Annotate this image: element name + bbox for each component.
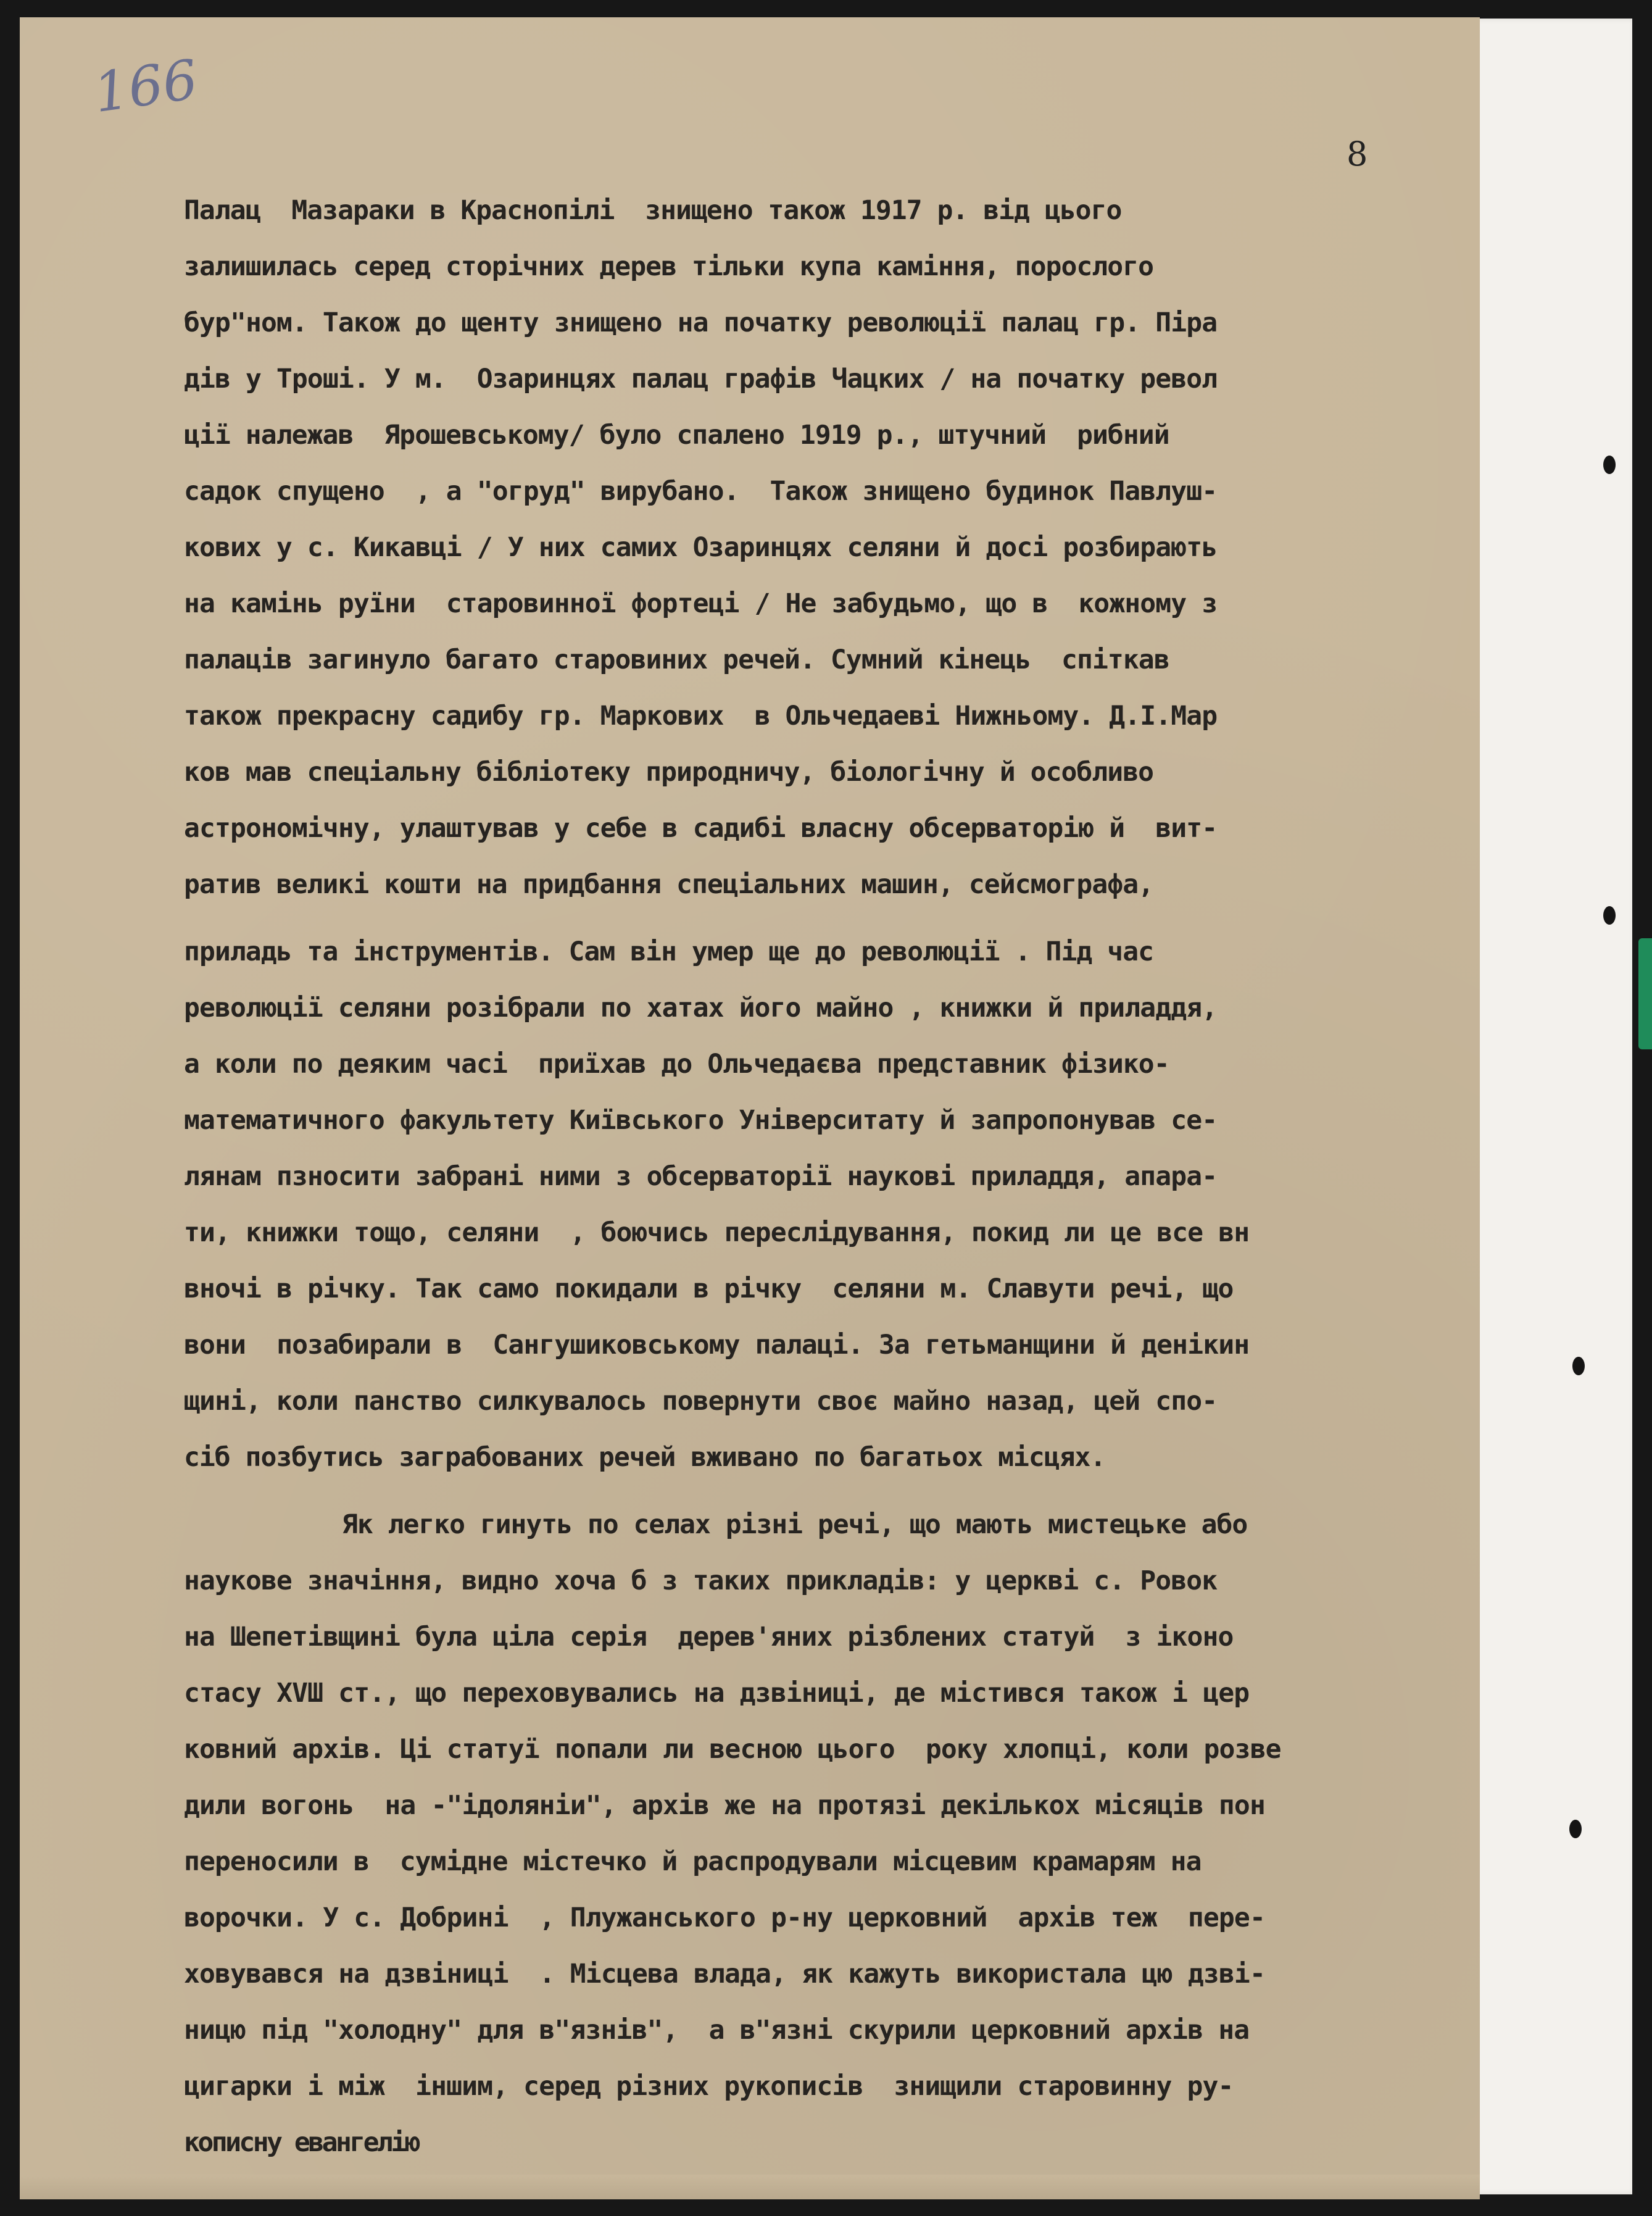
handwritten-folio-number: 166 [89,47,202,125]
text-line: на камінь руїни старовинної фортеці / Не забудьмо, що в кожному з [184,588,1218,619]
green-folder-tab [1638,938,1652,1049]
binder-hole [1572,1357,1585,1375]
binder-hole [1603,906,1616,925]
text-line: ховувався на дзвіниці . Місцева влада, як кажуть використала цю дзві- [184,1959,1265,1989]
text-line: щині, коли панство силкувалось повернути своє майно назад, цей спо- [184,1386,1218,1417]
text-line: ковний архів. Ці статуї попали ли весною цього року хлопці, коли розве [184,1734,1281,1765]
text-line: стасу XVШ ст., що переховувались на дзвіниці, де містився також і цер [184,1678,1250,1709]
binder-hole [1569,1820,1582,1838]
text-line: кописну евангелію [184,2127,419,2158]
binder-hole [1603,456,1616,474]
page-number: 8 [1347,135,1368,173]
text-line: на Шепетівщині була ціла серія дерев'яних різблених статуй з іконо [184,1622,1234,1652]
text-line: ції належав Ярошевському/ було спалено 1919 р., штучний рибний [184,420,1169,451]
text-line: ратив великі кошти на придбання спеціальних машин, сейсмографа, [184,869,1154,900]
typewritten-page [20,17,1480,2199]
text-line: також прекрасну садибу гр. Маркових в Ольчедаеві Нижньому. Д.І.Мар [184,701,1218,731]
text-line: дили вогонь на -"ідоляніи", архів же на протязі декількох місяців пон [184,1790,1265,1821]
underlying-white-sheet [1469,19,1632,2194]
page-bottom-edge [20,2175,1480,2199]
text-line: переносили в сумідне містечко й распродували місцевим крамарям на [184,1846,1202,1877]
text-line: кових у с. Кикавці / У них самих Озаринцях селяни й досі розбирають [184,532,1218,563]
text-line: палаців загинуло багато старовиних речей. Сумний кінець спіткав [184,644,1169,675]
text-line: садок спущено , а "огруд" вирубано. Також знищено будинок Павлуш- [184,476,1218,507]
text-line: ворочки. У с. Добрині , Плужанського р-ну церковний архів теж пере- [184,1902,1265,1933]
text-line: цигарки і між іншим, серед різних рукописів знищили старовинну ру- [184,2071,1234,2102]
text-line: революції селяни розібрали по хатах його майно , книжки й приладдя, [184,993,1218,1023]
text-line: Палац Мазараки в Краснопілі знищено також 1917 р. від цього [184,195,1122,226]
text-line: сіб позбутись заграбованих речей вживано по багатьох місцях. [184,1442,1106,1473]
text-line: приладь та інструментів. Сам він умер ще до революції . Під час [184,936,1154,967]
text-line: математичного факультету Київського Університату й запропонував се- [184,1105,1218,1136]
text-line: ницю під "холодну" для в"язнів", а в"язні скурили церковний архів на [184,2015,1250,2046]
text-line: наукове значіння, видно хоча б з таких прикладів: у церкві с. Ровок [184,1565,1218,1596]
text-line: лянам пзносити забрані ними з обсерваторії наукові приладдя, апара- [184,1161,1218,1192]
paragraph-start-line: Як легко гинуть по селах різні речі, що мають мистецьке або [342,1509,1248,1540]
text-line: вночі в річку. Так само покидали в річку селяни м. Славути речі, що [184,1273,1234,1304]
text-line: а коли по деяким часі приїхав до Ольчедаєва представник фізико- [184,1049,1169,1080]
text-line: вони позабирали в Сангушиковському палаці. За гетьманщини й денікин [184,1330,1250,1360]
text-line: ков мав спеціальну бібліотеку природничу, біологічну й особливо [184,757,1154,788]
page-text [184,183,1480,2171]
text-line: астрономічну, улаштував у себе в садибі власну обсерваторію й вит- [184,813,1218,844]
text-line: залишилась серед сторічних дерев тільки купа каміння, порослого [184,251,1154,282]
text-line: бур"ном. Також до щенту знищено на початку революції палац гр. Піра [184,307,1218,338]
text-line: дів у Троші. У м. Озаринцях палац графів Чацких / на початку револ [184,364,1218,394]
text-line: ти, книжки тощо, селяни , боючись переслідування, покид ли це все вн [184,1217,1250,1248]
